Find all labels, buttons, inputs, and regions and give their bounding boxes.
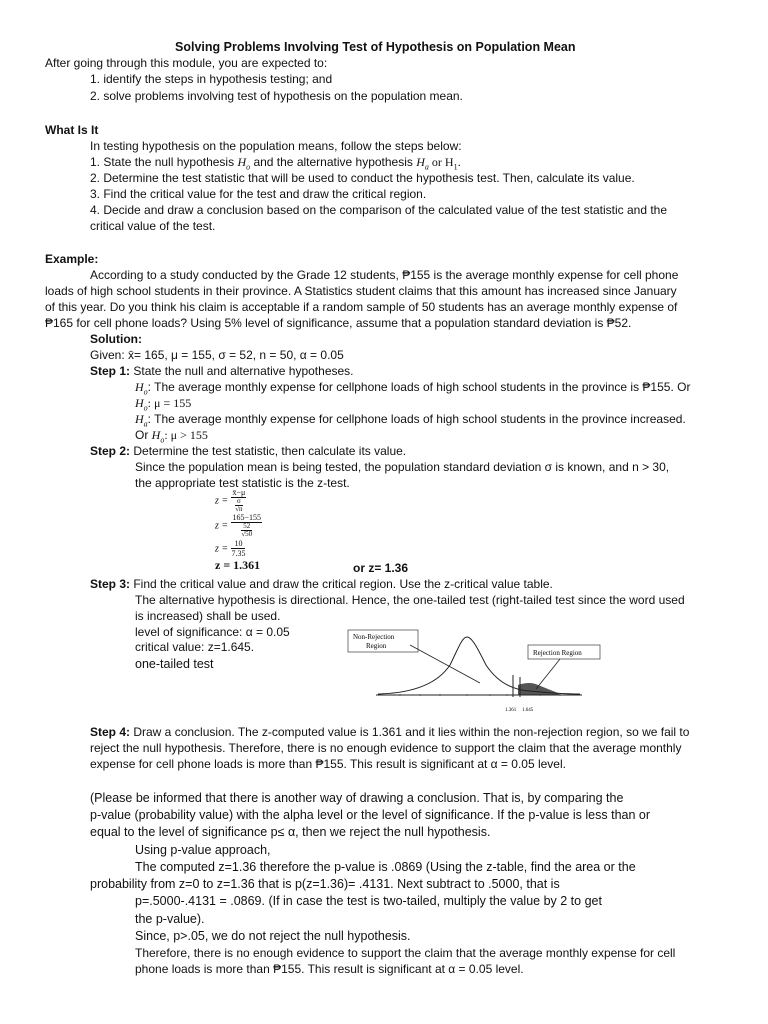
note-line-2: p-value (probability value) with the alpha level or the level of significance. If the p-value is less than or [90,808,651,822]
step3-line: Step 3: Find the critical value and draw the critical region. Use the z-critical value table. [90,577,553,591]
page-title: Solving Problems Involving Test of Hypothesis on Population Mean [175,40,576,54]
step4-explanation-3: expense for cell phone loads is more than ₱155. This result is significant at α = 0.05 level. [90,757,566,771]
note-line-5: The computed z=1.36 therefore the p-value is .0869 (Using the z-table, find the area or the [135,860,636,874]
note-line-4: Using p-value approach, [135,843,271,857]
note-line-7: p=.5000-.4131 = .0869. (If in case the test is two-tailed, multiply the value by 2 to get [135,894,602,908]
step1-line: Step 1: State the null and alternative hypotheses. [90,364,354,378]
one-tailed-label: one-tailed test [135,657,214,671]
z-substitution: z = $\frac{165-155}{\frac{52}{√50}}$ [215,513,261,538]
z-simplified: z = $\frac{10}{7.35}$ [215,539,246,558]
tick-crit-label: 1.645 [522,708,534,713]
step-list-4: 4. Decide and draw a conclusion based on the comparison of the calculated value of the test statistic and the [90,203,668,217]
note-line-1: (Please be informed that there is another way of drawing a conclusion. That is, by comparing the [90,791,624,805]
ha-equation: Or $H_o$: μ > 155 [135,428,208,445]
h0-equation: $H_o$: μ = 155 [135,396,192,413]
example-heading: Example: [45,252,99,266]
step-list-2: 2. Determine the test statistic that will be used to conduct the hypothesis test. Then, calculate its value. [90,171,635,185]
z-result: z = 1.361 [215,558,261,572]
step-list-3: 3. Find the critical value for the test and draw the critical region. [90,187,427,201]
step2-explanation-1: Since the population mean is being tested, the population standard deviation σ is known, and n > 30, [135,460,670,474]
z-rounded: or z= 1.36 [353,561,409,575]
note-line-8: the p-value). [135,912,205,926]
step-list-4-cont: critical value of the test. [90,219,216,233]
non-rejection-label-2: Region [366,642,387,650]
step3-explanation-2: is increased) shall be used. [135,609,281,623]
objective-1: 1. identify the steps in hypothesis testing; and [90,72,333,86]
note-line-6: probability from z=0 to z=1.36 that is p(z=1.36)= .4131. Next subtract to .5000, that is [90,877,560,891]
note-line-10: Therefore, there is no enough evidence to support the claim that the average monthly expense for cell [135,946,676,960]
example-p3: of this year. Do you think his claim is acceptable if a random sample of 50 students has an average monthly expense of [45,300,678,314]
critical-value: critical value: z=1.645. [135,640,255,654]
non-rejection-pointer [410,645,480,683]
step2-explanation-2: the appropriate test statistic is the z-test. [135,476,350,490]
significance-level: level of significance: α = 0.05 [135,625,290,639]
step4-explanation-2: reject the null hypothesis. Therefore, there is no enough evidence to support the claim that the average monthly [90,741,682,755]
what-is-it-heading: What Is It [45,123,99,137]
non-rejection-label-1: Non-Rejection [353,633,395,641]
rejection-pointer [536,659,560,689]
rejection-label: Rejection Region [533,649,582,657]
z-formula: z = $\frac{x̄-\mu}{\frac{\sigma}{√n}}$ [215,488,246,513]
critical-region-figure [353,625,740,717]
intro-text: After going through this module, you are expected to: [45,56,328,70]
note-line-3: equal to the level of significance p≤ α, then we reject the null hypothesis. [90,825,491,839]
what-is-it-lead: In testing hypothesis on the population means, follow the steps below: [90,139,462,153]
step-list-1: 1. State the null hypothesis $H_o$ and the alternative hypothesis $H_a$ or $H_1$. [90,155,461,172]
example-p2: loads of high school students in their province. A Statistics student claims that this amount has increased since January [45,284,677,298]
note-line-11: phone loads is more than ₱155. This result is significant at α = 0.05 level. [135,962,524,976]
example-p4: ₱165 for cell phone loads? Using 5% level of significance, assume that a population standard deviation is ₱52. [45,316,632,330]
step2-line: Step 2: Determine the test statistic, then calculate its value. [90,444,407,458]
ha-line: $H_a$: The average monthly expense for cellphone loads of high school students in the province increased. [135,412,686,429]
step4-line: Step 4: Draw a conclusion. The z-computed value is 1.361 and it lies within the non-rejection region, so we fail to [90,725,690,739]
example-p1: According to a study conducted by the Grade 12 students, ₱155 is the average monthly expense for cell phone [90,268,679,282]
objective-2: 2. solve problems involving test of hypothesis on the population mean. [90,89,463,103]
given-line: Given: x̄= 165, μ = 155, σ = 52, n = 50, α = 0.05 [90,348,344,362]
h0-line: $H_o$: The average monthly expense for cellphone loads of high school students in the province is ₱155. Or [135,380,691,397]
step3-explanation-1: The alternative hypothesis is directional. Hence, the one-tailed test (right-tailed test since the word used [135,593,685,607]
tick-z-label: 1.361 [505,708,517,713]
solution-label: Solution: [90,332,142,346]
note-line-9: Since, p>.05, we do not reject the null hypothesis. [135,929,411,943]
